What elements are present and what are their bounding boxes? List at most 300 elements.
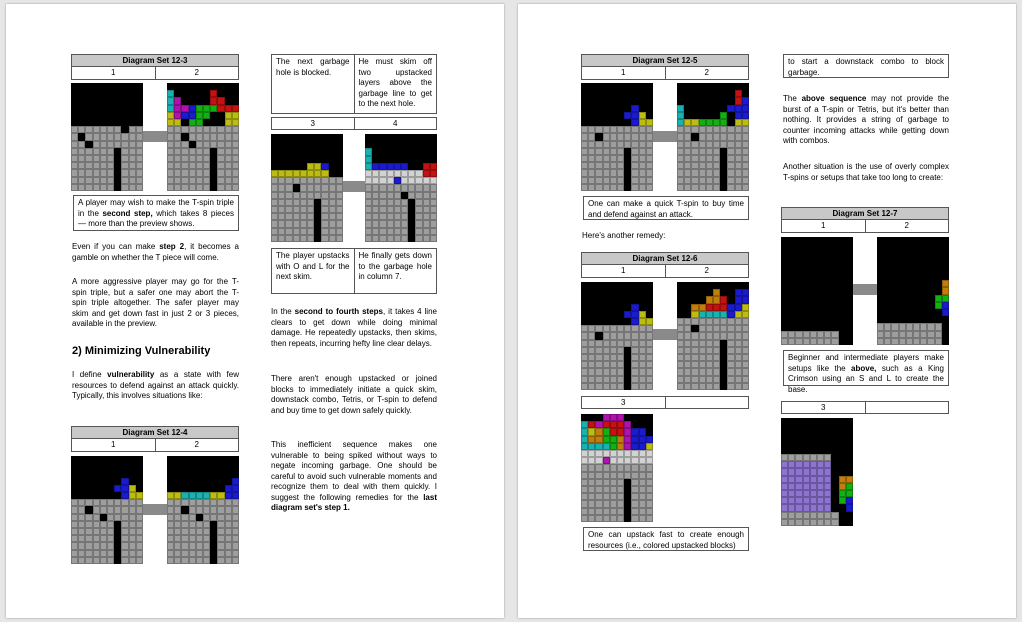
board-cell bbox=[408, 199, 415, 206]
board-cell bbox=[646, 97, 653, 104]
board-cell bbox=[699, 376, 706, 383]
board-cell bbox=[329, 213, 336, 220]
tetris-board bbox=[781, 418, 853, 526]
board-cell bbox=[935, 309, 942, 316]
board-cell bbox=[839, 468, 846, 475]
board-cell bbox=[581, 318, 588, 325]
board-cell bbox=[684, 126, 691, 133]
step-number: 3 bbox=[821, 403, 826, 412]
board-cell bbox=[595, 450, 602, 457]
board-cell bbox=[720, 133, 727, 140]
board-cell bbox=[646, 450, 653, 457]
board-cell bbox=[706, 141, 713, 148]
board-cell bbox=[831, 266, 838, 273]
board-cell bbox=[624, 311, 631, 318]
board-cell bbox=[100, 105, 107, 112]
board-cell bbox=[691, 354, 698, 361]
board-cell bbox=[174, 550, 181, 557]
board-cell bbox=[136, 177, 143, 184]
board-cell bbox=[581, 133, 588, 140]
board-cell bbox=[189, 463, 196, 470]
board-cell bbox=[93, 470, 100, 477]
board-cell bbox=[107, 478, 114, 485]
board-cell bbox=[136, 97, 143, 104]
board-cell bbox=[93, 456, 100, 463]
board-cell bbox=[839, 461, 846, 468]
board-cell bbox=[610, 311, 617, 318]
board-cell bbox=[720, 368, 727, 375]
board-cell bbox=[581, 311, 588, 318]
board-cell bbox=[408, 148, 415, 155]
board-cell bbox=[167, 97, 174, 104]
board-cell bbox=[321, 199, 328, 206]
board-cell bbox=[588, 515, 595, 522]
board-cell bbox=[217, 514, 224, 521]
board-cell bbox=[795, 273, 802, 280]
board-cell bbox=[85, 514, 92, 521]
board-cell bbox=[78, 557, 85, 564]
board-cell bbox=[100, 133, 107, 140]
board-cell bbox=[646, 414, 653, 421]
board-cell bbox=[232, 521, 239, 528]
board-cell bbox=[735, 325, 742, 332]
board-cell bbox=[781, 504, 788, 511]
board-cell bbox=[706, 126, 713, 133]
board-cell bbox=[189, 528, 196, 535]
board-cell bbox=[795, 244, 802, 251]
board-cell bbox=[217, 499, 224, 506]
board-cell bbox=[624, 368, 631, 375]
board-cell bbox=[136, 478, 143, 485]
board-cell bbox=[631, 126, 638, 133]
board-cell bbox=[720, 376, 727, 383]
diagram-12-6-header bbox=[581, 252, 749, 278]
diagram-title: Diagram Set 12-6 bbox=[582, 253, 748, 265]
board-cell bbox=[713, 340, 720, 347]
board-cell bbox=[706, 332, 713, 339]
board-cell bbox=[379, 148, 386, 155]
board-cell bbox=[408, 170, 415, 177]
board-cell bbox=[387, 220, 394, 227]
step-arrow bbox=[653, 329, 677, 340]
board-cell bbox=[624, 90, 631, 97]
board-cell bbox=[581, 347, 588, 354]
board-cell bbox=[78, 169, 85, 176]
board-cell bbox=[100, 514, 107, 521]
board-cell bbox=[100, 557, 107, 564]
board-cell bbox=[588, 83, 595, 90]
board-cell bbox=[225, 133, 232, 140]
board-cell bbox=[408, 134, 415, 141]
step-arrow bbox=[143, 131, 167, 142]
board-cell bbox=[781, 476, 788, 483]
board-cell bbox=[617, 508, 624, 515]
board-cell bbox=[314, 177, 321, 184]
board-cell bbox=[100, 463, 107, 470]
board-cell bbox=[114, 485, 121, 492]
board-cell bbox=[624, 376, 631, 383]
board-cell bbox=[372, 141, 379, 148]
board-cell bbox=[603, 133, 610, 140]
board-cell bbox=[877, 302, 884, 309]
board-cell bbox=[706, 296, 713, 303]
board-cell bbox=[71, 470, 78, 477]
board-cell bbox=[232, 499, 239, 506]
board-cell bbox=[307, 199, 314, 206]
board-cell bbox=[167, 463, 174, 470]
board-cell bbox=[617, 421, 624, 428]
board-cell bbox=[174, 542, 181, 549]
board-cell bbox=[189, 177, 196, 184]
paragraph: Here's another remedy: bbox=[582, 231, 666, 240]
board-cell bbox=[603, 97, 610, 104]
board-cell bbox=[217, 90, 224, 97]
tetris-board bbox=[271, 134, 343, 242]
caption-pair bbox=[271, 54, 437, 114]
board-cell bbox=[803, 331, 810, 338]
board-cell bbox=[839, 316, 846, 323]
diagram-caption: A player may wish to make the T-spin triple in the second step, which takes 8 pieces — more than the preview shows. bbox=[73, 195, 239, 231]
board-cell bbox=[803, 244, 810, 251]
board-cell bbox=[203, 485, 210, 492]
board-cell bbox=[624, 282, 631, 289]
board-cell bbox=[927, 237, 934, 244]
board-cell bbox=[85, 126, 92, 133]
board-cell bbox=[735, 347, 742, 354]
board-cell bbox=[846, 483, 853, 490]
board-cell bbox=[631, 296, 638, 303]
board-cell bbox=[617, 428, 624, 435]
board-cell bbox=[387, 156, 394, 163]
board-cell bbox=[181, 141, 188, 148]
diagram-title: Diagram Set 12-5 bbox=[582, 55, 748, 67]
diagram-caption: to start a downstack combo to block garbage. bbox=[783, 54, 949, 78]
board-cell bbox=[271, 148, 278, 155]
board-cell bbox=[423, 213, 430, 220]
board-cell bbox=[408, 192, 415, 199]
board-cell bbox=[846, 440, 853, 447]
board-cell bbox=[588, 311, 595, 318]
board-cell bbox=[121, 97, 128, 104]
board-cell bbox=[920, 331, 927, 338]
board-cell bbox=[646, 368, 653, 375]
board-cell bbox=[899, 323, 906, 330]
board-cell bbox=[93, 521, 100, 528]
board-cell bbox=[603, 443, 610, 450]
board-cell bbox=[595, 169, 602, 176]
board-cell bbox=[706, 376, 713, 383]
board-cell bbox=[394, 177, 401, 184]
board-cell bbox=[795, 237, 802, 244]
board-cell bbox=[884, 251, 891, 258]
board-cell bbox=[839, 497, 846, 504]
board-cell bbox=[85, 463, 92, 470]
board-cell bbox=[71, 155, 78, 162]
board-cell bbox=[387, 170, 394, 177]
paragraph: Another situation is the use of overly complex T-spins or setups that take too long to create: bbox=[783, 162, 949, 182]
board-cell bbox=[217, 177, 224, 184]
board-cell bbox=[189, 514, 196, 521]
board-cell bbox=[831, 259, 838, 266]
board-cell bbox=[803, 490, 810, 497]
board-cell bbox=[423, 199, 430, 206]
board-cell bbox=[617, 443, 624, 450]
board-cell bbox=[78, 463, 85, 470]
board-cell bbox=[610, 133, 617, 140]
board-cell bbox=[114, 112, 121, 119]
board-cell bbox=[107, 112, 114, 119]
board-cell bbox=[107, 184, 114, 191]
board-cell bbox=[610, 162, 617, 169]
board-cell bbox=[906, 266, 913, 273]
board-cell bbox=[891, 244, 898, 251]
board-cell bbox=[803, 447, 810, 454]
board-cell bbox=[624, 414, 631, 421]
board-cell bbox=[121, 141, 128, 148]
board-cell bbox=[210, 492, 217, 499]
board-cell bbox=[217, 492, 224, 499]
board-cell bbox=[846, 316, 853, 323]
board-cell bbox=[181, 133, 188, 140]
board-cell bbox=[610, 155, 617, 162]
board-cell bbox=[691, 177, 698, 184]
board-cell bbox=[935, 302, 942, 309]
board-cell bbox=[581, 162, 588, 169]
board-cell bbox=[78, 97, 85, 104]
board-cell bbox=[810, 251, 817, 258]
board-cell bbox=[181, 177, 188, 184]
board-cell bbox=[824, 331, 831, 338]
board-cell bbox=[610, 383, 617, 390]
board-cell bbox=[824, 244, 831, 251]
board-cell bbox=[78, 90, 85, 97]
board-cell bbox=[631, 347, 638, 354]
board-cell bbox=[415, 156, 422, 163]
board-cell bbox=[93, 550, 100, 557]
board-cell bbox=[788, 280, 795, 287]
board-cell bbox=[788, 461, 795, 468]
board-cell bbox=[314, 192, 321, 199]
board-cell bbox=[365, 148, 372, 155]
board-cell bbox=[781, 295, 788, 302]
board-cell bbox=[293, 163, 300, 170]
board-cell bbox=[203, 169, 210, 176]
board-cell bbox=[831, 280, 838, 287]
board-cell bbox=[210, 499, 217, 506]
board-cell bbox=[394, 148, 401, 155]
board-cell bbox=[210, 133, 217, 140]
board-cell bbox=[624, 83, 631, 90]
board-cell bbox=[935, 259, 942, 266]
board-cell bbox=[336, 141, 343, 148]
board-cell bbox=[408, 141, 415, 148]
board-cell bbox=[831, 468, 838, 475]
board-cell bbox=[196, 478, 203, 485]
board-cell bbox=[603, 383, 610, 390]
board-cell bbox=[706, 304, 713, 311]
board-cell bbox=[631, 311, 638, 318]
board-cell bbox=[624, 162, 631, 169]
board-cell bbox=[781, 331, 788, 338]
board-cell bbox=[78, 177, 85, 184]
board-cell bbox=[278, 148, 285, 155]
board-cell bbox=[100, 535, 107, 542]
board-cell bbox=[795, 497, 802, 504]
board-cell bbox=[699, 119, 706, 126]
board-cell bbox=[217, 478, 224, 485]
board-cell bbox=[899, 280, 906, 287]
board-cell bbox=[603, 361, 610, 368]
board-cell bbox=[727, 332, 734, 339]
board-cell bbox=[810, 295, 817, 302]
caption-pair bbox=[271, 248, 437, 294]
board-cell bbox=[181, 112, 188, 119]
board-cell bbox=[788, 316, 795, 323]
board-cell bbox=[795, 504, 802, 511]
board-cell bbox=[699, 340, 706, 347]
board-cell bbox=[639, 282, 646, 289]
board-cell bbox=[646, 162, 653, 169]
board-cell bbox=[93, 97, 100, 104]
board-cell bbox=[595, 325, 602, 332]
board-cell bbox=[329, 170, 336, 177]
board-cell bbox=[727, 325, 734, 332]
board-cell bbox=[810, 244, 817, 251]
board-cell bbox=[788, 483, 795, 490]
board-cell bbox=[942, 266, 949, 273]
board-cell bbox=[624, 112, 631, 119]
board-cell bbox=[136, 514, 143, 521]
board-cell bbox=[720, 361, 727, 368]
board-cell bbox=[196, 184, 203, 191]
board-cell bbox=[314, 213, 321, 220]
board-cell bbox=[588, 282, 595, 289]
board-cell bbox=[624, 318, 631, 325]
board-cell bbox=[321, 192, 328, 199]
board-cell bbox=[300, 220, 307, 227]
board-cell bbox=[646, 383, 653, 390]
board-cell bbox=[217, 141, 224, 148]
board-cell bbox=[588, 508, 595, 515]
board-cell bbox=[595, 354, 602, 361]
board-cell bbox=[430, 199, 437, 206]
board-cell bbox=[430, 134, 437, 141]
tetris-board bbox=[581, 83, 653, 191]
board-cell bbox=[595, 289, 602, 296]
board-cell bbox=[196, 506, 203, 513]
board-cell bbox=[78, 506, 85, 513]
paragraph: I define vulnerability as a state with few resources to defend against an attack quickly. Typically, this involves situations like: bbox=[72, 370, 240, 400]
board-cell bbox=[824, 302, 831, 309]
board-cell bbox=[167, 456, 174, 463]
board-cell bbox=[595, 472, 602, 479]
board-cell bbox=[617, 486, 624, 493]
board-cell bbox=[713, 112, 720, 119]
board-cell bbox=[817, 440, 824, 447]
board-cell bbox=[210, 535, 217, 542]
board-cell bbox=[795, 323, 802, 330]
board-cell bbox=[610, 112, 617, 119]
board-cell bbox=[167, 105, 174, 112]
board-cell bbox=[71, 83, 78, 90]
step-number: 1 bbox=[621, 266, 626, 275]
board-cell bbox=[706, 90, 713, 97]
board-cell bbox=[610, 105, 617, 112]
board-cell bbox=[196, 90, 203, 97]
board-cell bbox=[129, 90, 136, 97]
board-cell bbox=[114, 521, 121, 528]
board-cell bbox=[114, 499, 121, 506]
board-cell bbox=[603, 90, 610, 97]
board-cell bbox=[210, 542, 217, 549]
page-right bbox=[518, 4, 1016, 618]
board-cell bbox=[581, 479, 588, 486]
board-cell bbox=[271, 156, 278, 163]
board-cell bbox=[408, 163, 415, 170]
board-cell bbox=[781, 244, 788, 251]
board-cell bbox=[174, 492, 181, 499]
board-cell bbox=[735, 133, 742, 140]
board-cell bbox=[100, 90, 107, 97]
board-cell bbox=[581, 119, 588, 126]
board-cell bbox=[372, 192, 379, 199]
board-cell bbox=[817, 266, 824, 273]
board-cell bbox=[85, 478, 92, 485]
board-cell bbox=[93, 83, 100, 90]
board-cell bbox=[430, 213, 437, 220]
board-cell bbox=[167, 119, 174, 126]
board-cell bbox=[639, 304, 646, 311]
board-cell bbox=[85, 184, 92, 191]
board-cell bbox=[167, 492, 174, 499]
board-cell bbox=[588, 428, 595, 435]
board-cell bbox=[423, 141, 430, 148]
board-cell bbox=[639, 486, 646, 493]
board-cell bbox=[271, 213, 278, 220]
board-cell bbox=[581, 340, 588, 347]
board-cell bbox=[387, 192, 394, 199]
board-cell bbox=[781, 519, 788, 526]
board-cell bbox=[795, 447, 802, 454]
board-cell bbox=[307, 228, 314, 235]
board-cell bbox=[415, 141, 422, 148]
board-cell bbox=[631, 479, 638, 486]
board-cell bbox=[114, 141, 121, 148]
board-cell bbox=[423, 235, 430, 242]
board-cell bbox=[691, 332, 698, 339]
board-cell bbox=[639, 184, 646, 191]
board-cell bbox=[781, 309, 788, 316]
board-cell bbox=[624, 472, 631, 479]
board-cell bbox=[293, 213, 300, 220]
board-cell bbox=[788, 468, 795, 475]
board-cell bbox=[595, 318, 602, 325]
board-cell bbox=[114, 83, 121, 90]
board-cell bbox=[735, 105, 742, 112]
board-cell bbox=[920, 280, 927, 287]
board-cell bbox=[430, 206, 437, 213]
board-cell bbox=[624, 464, 631, 471]
board-cell bbox=[232, 148, 239, 155]
board-cell bbox=[699, 90, 706, 97]
board-cell bbox=[720, 112, 727, 119]
board-cell bbox=[839, 483, 846, 490]
board-cell bbox=[232, 90, 239, 97]
board-cell bbox=[639, 126, 646, 133]
board-cell bbox=[603, 354, 610, 361]
board-cell bbox=[691, 376, 698, 383]
board-cell bbox=[884, 266, 891, 273]
